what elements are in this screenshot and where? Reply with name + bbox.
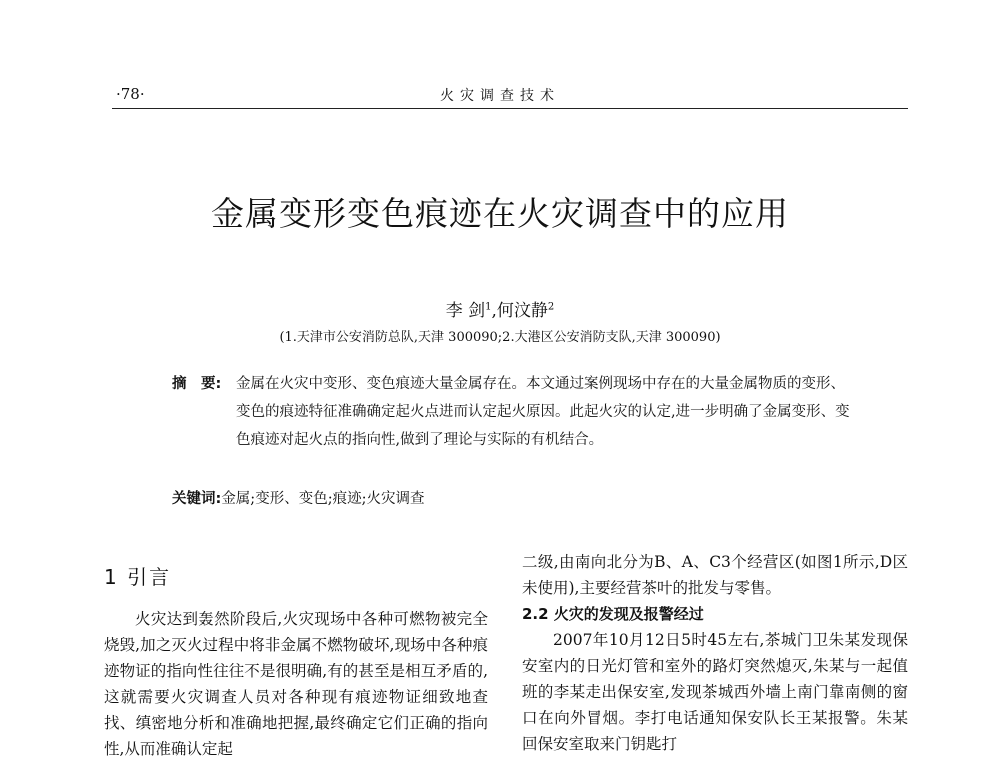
author-1-affiliation-mark: 1 bbox=[485, 301, 492, 313]
keywords-text: 金属;变形、变色;痕迹;火灾调查 bbox=[221, 491, 425, 507]
right-column bbox=[522, 549, 908, 757]
authors bbox=[0, 296, 1000, 321]
running-title: 火灾调查技术 bbox=[440, 88, 560, 104]
left-column bbox=[104, 558, 488, 762]
author-1: 李 剑 bbox=[445, 301, 486, 321]
header-rule bbox=[112, 108, 908, 109]
abstract bbox=[172, 370, 852, 454]
author-2: ,何汶静 bbox=[491, 301, 548, 321]
abstract-label: 摘 要: bbox=[172, 376, 222, 392]
right-paragraph-2: 2007年10月12日5时45左右,茶城门卫朱某发现保安室内的日光灯管和室外的路灯突然熄灭,朱某与一起值班的李某走出保安室,发现茶城西外墙上南门靠南侧的窗口在向外冒烟。李打电话通知保安队长王某报警。朱某回保安室取来门钥匙打 bbox=[522, 631, 908, 753]
section-heading-introduction: 1 引言 bbox=[104, 565, 172, 589]
keywords bbox=[172, 487, 424, 508]
abstract-text: 金属在火灾中变形、变色痕迹大量金属存在。本文通过案例现场中存在的大量金属物质的变形、变色的痕迹特征准确确定起火点进而认定起火原因。此起火灾的认定,进一步明确了金属变形、变色痕迹对起火点的指向性,做到了理论与实际的有机结合。 bbox=[236, 376, 850, 448]
author-2-affiliation-mark: 2 bbox=[547, 301, 555, 313]
right-paragraph-1: 二级,由南向北分为B、A、C3个经营区(如图1所示,D区未使用),主要经营茶叶的批发与零售。 bbox=[522, 553, 908, 597]
page-number: ·78· bbox=[116, 85, 145, 103]
subsection-heading: 2.2 火灾的发现及报警经过 bbox=[522, 605, 704, 623]
affiliations: (1.天津市公安消防总队,天津 300090;2.大港区公安消防支队,天津 300090) bbox=[279, 330, 721, 345]
article-title: 金属变形变色痕迹在火灾调查中的应用 bbox=[211, 194, 789, 233]
keywords-label: 关键词: bbox=[172, 491, 222, 507]
introduction-paragraph: 火灾达到轰然阶段后,火灾现场中各种可燃物被完全烧毁,加之灭火过程中将非金属不燃物破坏,现场中各种痕迹物证的指向性往往不是很明确,有的甚至是相互矛盾的,这就需要火灾调查人员对各种现有痕迹物证细致地查找、缜密地分析和准确地把握,最终确定它们正确的指向性,从而准确认定起 bbox=[104, 610, 488, 758]
